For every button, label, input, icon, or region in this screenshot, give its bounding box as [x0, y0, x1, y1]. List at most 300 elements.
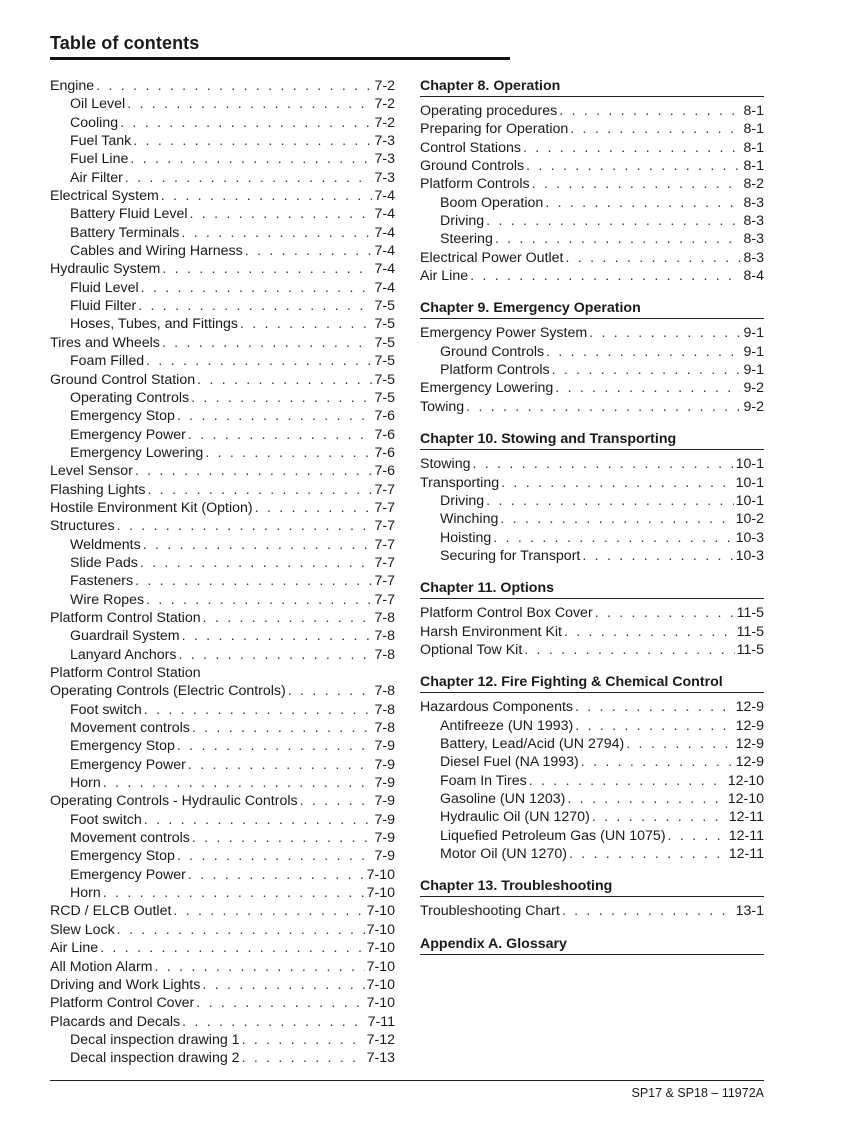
toc-entry-title: Platform Control Station [50, 665, 201, 681]
toc-right-column [420, 77, 764, 969]
toc-entry[interactable] [50, 536, 395, 554]
page-title: Table of contents [50, 33, 200, 53]
toc-page-number: 7-5 [374, 298, 395, 315]
toc-entry-title: Flashing Lights [50, 481, 146, 498]
toc-entry-title: Boom Operation [440, 194, 544, 211]
toc-dot-leader [100, 939, 364, 957]
toc-entry-title: Winching [440, 511, 499, 528]
toc-entry-title: Horn [70, 885, 101, 902]
toc-page-number: 7-12 [366, 1031, 395, 1048]
toc-entry[interactable] [420, 808, 764, 826]
toc-entry[interactable] [420, 157, 764, 175]
toc-entry-title: Level Sensor [50, 463, 133, 480]
chapter-section [420, 673, 764, 863]
toc-page-number: 7-4 [374, 261, 395, 278]
toc-dot-leader [144, 811, 373, 829]
toc-dot-leader [125, 169, 373, 187]
toc-page-number: 7-10 [366, 921, 395, 938]
toc-dot-leader [140, 554, 373, 572]
toc-entry[interactable] [50, 169, 395, 187]
toc-entry-title: Air Filter [70, 169, 123, 186]
toc-page-number: 8-3 [743, 213, 764, 230]
toc-page-number: 8-1 [743, 158, 764, 175]
toc-entry-title: Wire Ropes [70, 591, 145, 608]
toc-dot-leader [526, 157, 741, 175]
toc-entry[interactable] [50, 682, 395, 700]
toc-dot-leader [589, 324, 741, 342]
toc-entry[interactable] [50, 407, 395, 425]
toc-page-number: 8-3 [743, 249, 764, 266]
toc-dot-leader [567, 790, 725, 808]
toc-dot-leader [135, 572, 372, 590]
toc-entry[interactable] [420, 120, 764, 138]
toc-page-number: 11-5 [736, 641, 764, 658]
toc-entry-title: Decal inspection drawing 1 [70, 1031, 240, 1048]
toc-entry-title: Transporting [420, 474, 500, 491]
toc-dot-leader [524, 641, 734, 659]
toc-page-number: 8-4 [743, 268, 764, 285]
toc-page-number: 7-13 [366, 1050, 395, 1067]
toc-entry[interactable] [420, 343, 764, 361]
toc-page-number: 7-7 [374, 573, 395, 590]
toc-entry[interactable] [50, 462, 395, 480]
toc-entry[interactable] [420, 492, 764, 510]
toc-entry-title: Foot switch [70, 701, 142, 718]
toc-dot-leader [570, 120, 741, 138]
toc-entry-title: Hostile Environment Kit (Option) [50, 499, 253, 516]
toc-dot-leader [581, 753, 734, 771]
toc-entry[interactable] [420, 790, 764, 808]
toc-entry-title: Horn [70, 775, 101, 792]
toc-entry-title: Hydraulic Oil (UN 1270) [440, 809, 590, 826]
toc-page-number: 8-2 [743, 176, 764, 193]
toc-entry[interactable] [420, 547, 764, 565]
toc-entry[interactable] [50, 389, 395, 407]
toc-entry-title: Air Line [420, 268, 469, 285]
toc-entry[interactable] [420, 510, 764, 528]
toc-entry-title: Diesel Fuel (NA 1993) [440, 754, 579, 771]
toc-entry[interactable] [50, 224, 395, 242]
toc-page-number: 7-5 [374, 389, 395, 406]
toc-entry-title: Fluid Level [70, 279, 139, 296]
chapter-section [420, 877, 764, 920]
toc-entry-title: Engine [50, 78, 95, 94]
toc-entry-title: Hydraulic System [50, 261, 161, 278]
toc-page-number: 12-11 [728, 827, 764, 844]
toc-entry[interactable] [50, 77, 395, 95]
toc-page-number: 12-9 [735, 717, 764, 734]
toc-entry[interactable] [50, 976, 395, 994]
toc-entry[interactable] [420, 717, 764, 735]
toc-entry-title: Lanyard Anchors [70, 646, 177, 663]
toc-page-number: 10-3 [735, 547, 764, 564]
toc-entry[interactable] [420, 361, 764, 379]
toc-entry[interactable] [420, 753, 764, 771]
toc-dot-leader [162, 334, 373, 352]
toc-entry[interactable] [420, 902, 764, 920]
chapter-heading[interactable]: Chapter 8. Operation [420, 77, 764, 97]
toc-dot-leader [177, 847, 373, 865]
toc-entry[interactable] [50, 719, 395, 737]
toc-entry[interactable] [50, 572, 395, 590]
chapter-heading[interactable]: Chapter 10. Stowing and Transporting [420, 430, 764, 450]
toc-dot-leader [486, 492, 733, 510]
toc-entry[interactable] [420, 249, 764, 267]
toc-entry-title: Battery Terminals [70, 224, 180, 241]
chapter-section [420, 77, 764, 285]
toc-dot-leader [155, 958, 365, 976]
toc-entry-title: Fuel Tank [70, 133, 132, 150]
toc-entry[interactable] [50, 884, 395, 902]
toc-dot-leader [242, 1049, 365, 1067]
toc-page-number: 7-5 [374, 334, 395, 351]
toc-entry[interactable] [50, 260, 395, 278]
toc-entry-title: Preparing for Operation [420, 121, 569, 138]
toc-entry[interactable] [50, 334, 395, 352]
toc-entry[interactable] [420, 698, 764, 716]
toc-page-number: 7-10 [366, 976, 395, 993]
toc-dot-leader [546, 343, 741, 361]
toc-dot-leader [135, 462, 373, 480]
toc-entry[interactable] [50, 609, 395, 627]
toc-page-number: 7-9 [374, 756, 395, 773]
toc-page-number: 7-6 [374, 426, 395, 443]
toc-dot-leader [191, 389, 372, 407]
toc-entry[interactable] [50, 921, 395, 939]
toc-entry-title: Foot switch [70, 811, 142, 828]
footer-doc-id: SP17 & SP18 – 11972A [631, 1086, 764, 1100]
toc-dot-leader [523, 139, 742, 157]
toc-entry-title: Stowing [420, 456, 471, 473]
toc-page-number: 8-1 [743, 121, 764, 138]
toc-entry[interactable] [50, 114, 395, 132]
toc-page-number: 7-8 [374, 720, 395, 737]
chapter-heading[interactable]: Chapter 13. Troubleshooting [420, 877, 764, 897]
toc-page-number: 7-10 [366, 995, 395, 1012]
toc-dot-leader [147, 481, 372, 499]
toc-page-number: 12-11 [728, 809, 764, 826]
toc-dot-leader [205, 444, 372, 462]
toc-dot-leader [529, 772, 726, 790]
toc-dot-leader [144, 701, 373, 719]
toc-page-number: 7-5 [374, 316, 395, 333]
toc-entry-title: Ground Control Station [50, 371, 196, 388]
toc-entry[interactable] [50, 829, 395, 847]
toc-entry[interactable] [50, 811, 395, 829]
toc-dot-leader [103, 774, 373, 792]
toc-entry[interactable] [420, 474, 764, 492]
toc-entry[interactable] [50, 701, 395, 719]
toc-dot-leader [668, 827, 727, 845]
toc-dot-leader [495, 230, 742, 248]
toc-dot-leader [182, 1013, 366, 1031]
toc-entry-title: Movement controls [70, 830, 190, 847]
toc-entry[interactable] [50, 371, 395, 389]
toc-entry[interactable] [50, 554, 395, 572]
toc-dot-leader [196, 994, 364, 1012]
toc-entry-title: Emergency Power System [420, 325, 588, 342]
toc-entry[interactable] [420, 139, 764, 157]
toc-entry-title: Gasoline (UN 1203) [440, 790, 566, 807]
toc-page-number: 7-2 [374, 96, 395, 113]
toc-entry[interactable] [420, 212, 764, 230]
toc-page-number: 7-8 [374, 683, 395, 700]
toc-dot-leader [177, 407, 373, 425]
toc-dot-leader [117, 517, 373, 535]
toc-page-number: 7-8 [374, 628, 395, 645]
toc-entry[interactable] [420, 623, 764, 641]
toc-entry[interactable] [420, 641, 764, 659]
toc-page-number: 7-5 [374, 353, 395, 370]
toc-page-number: 7-10 [366, 885, 395, 902]
toc-dot-leader [566, 249, 742, 267]
toc-dot-leader [117, 921, 365, 939]
toc-page-number: 7-7 [374, 499, 395, 516]
toc-entry[interactable] [50, 1013, 395, 1031]
toc-entry[interactable] [50, 517, 395, 535]
toc-dot-leader [146, 352, 372, 370]
toc-entry[interactable] [50, 1031, 395, 1049]
toc-page-number: 7-6 [374, 444, 395, 461]
toc-dot-leader [552, 361, 742, 379]
toc-entry[interactable] [50, 187, 395, 205]
toc-entry[interactable] [420, 230, 764, 248]
toc-page-number: 13-1 [735, 903, 764, 920]
toc-entry-title: Securing for Transport [440, 547, 581, 564]
toc-entry[interactable] [420, 455, 764, 473]
toc-page-number: 12-10 [727, 790, 764, 807]
toc-entry-title: Emergency Stop [70, 738, 175, 755]
toc-entry[interactable] [50, 756, 395, 774]
toc-entry[interactable] [50, 939, 395, 957]
toc-entry-title: Operating Controls (Electric Controls) [50, 683, 286, 700]
toc-entry-title: RCD / ELCB Outlet [50, 903, 172, 920]
toc-page-number: 8-1 [743, 103, 764, 119]
toc-page-number: 11-5 [736, 605, 764, 622]
toc-entry[interactable] [50, 902, 395, 920]
toc-entry[interactable] [420, 529, 764, 547]
toc-entry[interactable] [50, 664, 395, 682]
toc-entry[interactable] [420, 379, 764, 397]
toc-dot-leader [146, 591, 372, 609]
toc-entry[interactable] [420, 324, 764, 342]
toc-dot-leader [562, 902, 734, 920]
toc-entry-title: Guardrail System [70, 628, 180, 645]
toc-page-number: 9-2 [743, 398, 764, 415]
toc-entry[interactable] [420, 827, 764, 845]
toc-entry-title: Electrical System [50, 188, 159, 205]
toc-dot-leader [202, 976, 364, 994]
toc-dot-leader [103, 884, 365, 902]
toc-dot-leader [242, 1031, 365, 1049]
toc-entry[interactable] [420, 398, 764, 416]
toc-entry[interactable] [420, 102, 764, 120]
toc-dot-leader [188, 426, 373, 444]
toc-entry[interactable] [50, 150, 395, 168]
toc-entry-title: Hoses, Tubes, and Fittings [70, 316, 238, 333]
toc-entry[interactable] [50, 426, 395, 444]
toc-entry[interactable] [50, 737, 395, 755]
toc-page-number: 10-2 [735, 511, 764, 528]
toc-entry-title: Operating Controls - Hydraulic Controls [50, 793, 298, 810]
toc-entry[interactable] [50, 132, 395, 150]
toc-entry-title: Towing [420, 398, 465, 415]
toc-page-number: 10-1 [735, 456, 764, 473]
toc-entry[interactable] [50, 591, 395, 609]
chapter-section [420, 430, 764, 565]
toc-entry[interactable] [50, 205, 395, 223]
toc-entry[interactable] [50, 297, 395, 315]
toc-dot-leader [626, 735, 733, 753]
toc-entry-title: Control Stations [420, 139, 521, 156]
toc-entry-title: Structures [50, 518, 115, 535]
toc-entry-title: Harsh Environment Kit [420, 623, 562, 640]
toc-entry-title: Air Line [50, 940, 99, 957]
toc-page-number: 8-3 [743, 194, 764, 211]
toc-entry-title: Foam In Tires [440, 772, 527, 789]
toc-page-number: 12-11 [728, 846, 764, 862]
toc-dot-leader [500, 510, 733, 528]
toc-dot-leader [575, 698, 734, 716]
toc-entry-title: Liquefied Petroleum Gas (UN 1075) [440, 827, 666, 844]
toc-page-number: 7-7 [374, 536, 395, 553]
toc-entry[interactable] [50, 352, 395, 370]
toc-entry-title: Optional Tow Kit [420, 641, 523, 658]
toc-page-number: 7-3 [374, 133, 395, 150]
chapter-heading[interactable]: Appendix A. Glossary [420, 935, 764, 955]
toc-entry[interactable] [50, 481, 395, 499]
toc-dot-leader [190, 205, 373, 223]
toc-entry[interactable] [420, 267, 764, 285]
toc-entry[interactable] [420, 194, 764, 212]
chapter-heading[interactable]: Chapter 9. Emergency Operation [420, 299, 764, 319]
toc-dot-leader [300, 792, 373, 810]
toc-entry[interactable] [50, 646, 395, 664]
toc-entry[interactable] [50, 792, 395, 810]
toc-entry-title: Emergency Stop [70, 848, 175, 865]
toc-entry[interactable] [50, 866, 395, 884]
toc-entry-title: Steering [440, 231, 493, 248]
toc-page-number: 7-4 [374, 224, 395, 241]
toc-entry[interactable] [50, 315, 395, 333]
toc-entry-title: Fluid Filter [70, 298, 137, 315]
toc-page-number: 9-1 [743, 343, 764, 360]
toc-dot-leader [255, 499, 373, 517]
toc-page-number: 7-8 [374, 609, 395, 626]
toc-dot-leader [595, 604, 735, 622]
chapter-heading[interactable]: Chapter 12. Fire Fighting & Chemical Control [420, 673, 764, 693]
toc-entry-title: Platform Controls [440, 362, 550, 379]
toc-page-number: 12-10 [727, 772, 764, 789]
toc-dot-leader [161, 187, 373, 205]
toc-dot-leader [555, 379, 741, 397]
toc-page-number: 7-7 [374, 518, 395, 535]
toc-entry[interactable] [420, 845, 764, 863]
toc-page-number: 9-1 [743, 362, 764, 379]
toc-entry-title: Driving [440, 492, 485, 509]
toc-entry-title: Operating Controls [70, 389, 190, 406]
toc-entry[interactable] [420, 604, 764, 622]
toc-entry-title: Foam Filled [70, 353, 145, 370]
toc-entry-title: All Motion Alarm [50, 958, 153, 975]
footer-rule [50, 1080, 764, 1081]
toc-page-number: 7-8 [374, 646, 395, 663]
toc-dot-leader [203, 609, 373, 627]
toc-entry-title: Cooling [70, 114, 119, 131]
toc-dot-leader [162, 260, 372, 278]
toc-entry[interactable] [420, 175, 764, 193]
toc-page-number: 7-10 [366, 903, 395, 920]
toc-entry-title: Cables and Wiring Harness [70, 243, 243, 260]
toc-entry[interactable] [50, 1049, 395, 1067]
toc-page-number: 7-9 [374, 793, 395, 810]
toc-dot-leader [178, 646, 372, 664]
toc-entry[interactable] [50, 444, 395, 462]
toc-entry[interactable] [420, 735, 764, 753]
toc-entry-title: Antifreeze (UN 1993) [440, 717, 574, 734]
toc-entry-title: Emergency Stop [70, 408, 175, 425]
toc-dot-leader [188, 866, 365, 884]
toc-dot-leader [582, 547, 733, 565]
toc-page-number: 9-1 [743, 325, 764, 342]
toc-entry-title: Movement controls [70, 720, 190, 737]
toc-entry-title: Electrical Power Outlet [420, 249, 564, 266]
toc-entry-title: Driving and Work Lights [50, 976, 201, 993]
toc-entry-title: Motor Oil (UN 1270) [440, 846, 567, 862]
toc-entry[interactable] [50, 958, 395, 976]
toc-entry-title: Hazardous Components [420, 699, 573, 716]
toc-entry[interactable] [50, 95, 395, 113]
toc-page-number: 11-5 [736, 623, 764, 640]
toc-entry-title: Emergency Power [70, 426, 186, 443]
toc-entry[interactable] [50, 279, 395, 297]
toc-dot-leader [192, 719, 373, 737]
chapter-heading[interactable]: Chapter 11. Options [420, 579, 764, 599]
chapter-section [420, 299, 764, 416]
toc-dot-leader [559, 102, 741, 120]
toc-entry[interactable] [50, 994, 395, 1012]
toc-page-number: 7-10 [366, 958, 395, 975]
toc-dot-leader [466, 398, 741, 416]
toc-entry-title: Fuel Line [70, 151, 129, 168]
toc-entry[interactable] [50, 242, 395, 260]
toc-dot-leader [96, 77, 372, 95]
toc-dot-leader [245, 242, 373, 260]
toc-dot-leader [181, 224, 372, 242]
toc-entry-title: Ground Controls [420, 158, 525, 175]
toc-entry[interactable] [50, 774, 395, 792]
toc-page-number: 12-9 [735, 735, 764, 752]
toc-page-number: 7-6 [374, 408, 395, 425]
toc-entry[interactable] [420, 772, 764, 790]
toc-entry[interactable] [50, 499, 395, 517]
toc-entry-title: Platform Control Station [50, 609, 201, 626]
toc-dot-leader [532, 175, 742, 193]
toc-page-number: 12-9 [735, 699, 764, 716]
toc-entry[interactable] [50, 627, 395, 645]
toc-page-number: 7-3 [374, 169, 395, 186]
toc-entry-title: Tires and Wheels [50, 334, 160, 351]
toc-entry-title: Slew Lock [50, 921, 115, 938]
chapter-section [420, 579, 764, 659]
toc-entry-title: Placards and Decals [50, 1013, 181, 1030]
toc-entry-title: Emergency Lowering [420, 380, 554, 397]
toc-dot-leader [545, 194, 741, 212]
toc-dot-leader [177, 737, 373, 755]
toc-entry-title: Troubleshooting Chart [420, 903, 560, 920]
toc-entry[interactable] [50, 847, 395, 865]
toc-dot-leader [564, 623, 735, 641]
